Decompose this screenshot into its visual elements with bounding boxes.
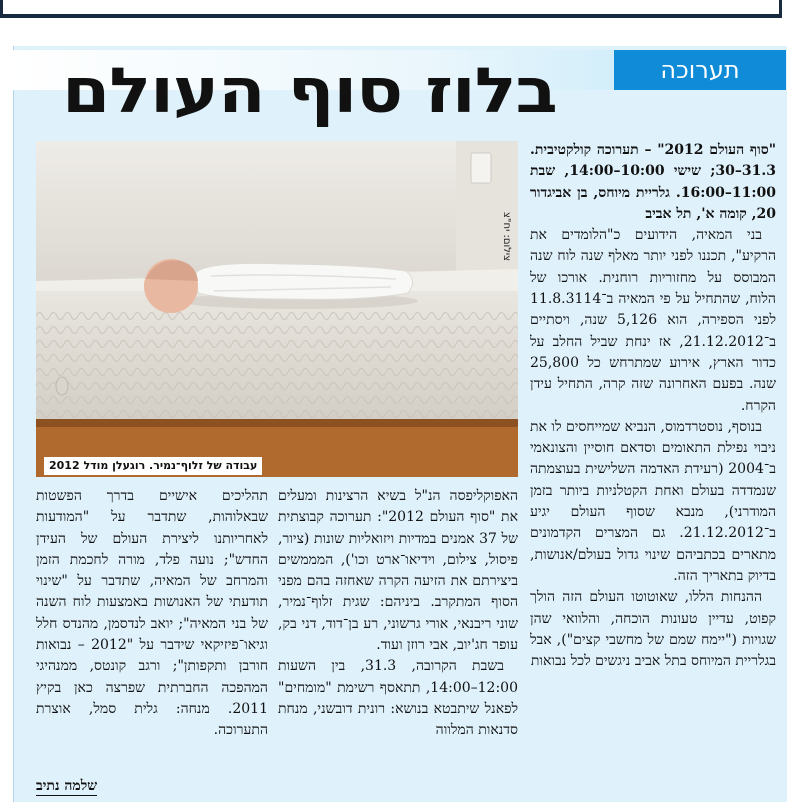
article-headline: בלוז סוף העולם (62, 54, 557, 127)
photo-baby-on-mattress (36, 141, 518, 477)
paragraph: בנוסף, נוסטרדמוס, הנביא שמייחסים לו את ניבוי נפילת התאומים וסדאם חוסיין והצונאמי ב־2004 (רעידת האדמה השלישית בעוצמתה שנמדדה בעולם ואחת הקטלניות ביותר בזמן המודרני), מנבא שסוף העולם יגיע ב־21.12.2012. גם המצרים הקדמונים מתארים בכתביהם שינוי גדול בעולם/אנושות, בדיוק בתאריך הזה. (530, 418, 776, 584)
exhibition-info: "סוף העולם 2012" – תערוכה קולקטיבית. 31.3–30; שישי 10:00–14:00, שבת 11:00–16:00. גלריית מיוחס, בן אביגדור 20, קומה א', תל אביב (530, 142, 776, 222)
paragraph: ההנחות הללו, שאוטוטו העולם הזה הולך קפוט, עדיין טעונות הוכחה, והלוואי שהן שגויות ("יימח שמם של מחשבי קצים"), אבל בגלריית המיוחס בתל אביב ניגשים לכל נבואות (530, 589, 776, 670)
photo-caption: עבודה של זלוף־נמיר. רוגעלן מודל 2012 (44, 457, 262, 475)
paragraph: האפוקליפסה הנ"ל בשיא הרצינות ומעלים את "סוף העולם 2012": תערוכה קבוצתית של 37 אמנים במדיות ויזואליות שונות (ציור, פיסול, צילום, וידיאו־ארט וכו'), המממשים ביצירתם את הזיעה הקרה שאחזה בהם מפני הסוף המתקרב. ביניהם: שגית זלוף־נמיר, שוני ריבנאי, אורי גרשוני, רע בן־דוד, דני בק, עופר חג'יוב, אבי רוזן ועוד. (278, 488, 518, 654)
section-tag: תערוכה (614, 50, 786, 90)
paragraph: תהליכים אישיים בדרך הפשטות שבאלוהות, שתדבר על "המודעות לאחריותנו ליצירת העולם של העידן החדש"; נועה פלד, מורה לחכמת הזמן והמרחב של המאיה, שתדבר על "שינוי תודעתי של האנושות באמצעות לוח השנה של בני המאיה"; יואב לנדסמן, מהנדס חלל וגיאו־פיזיקאי שידבר על "2012 – נבואות חורבן ותקפותן"; ורגב קונטס, ממנהיגי המהפכה החברתית שפרצה כאן בקיץ 2011. מנחה: גלית סמל, אוצרת התערוכה. (36, 488, 268, 739)
article-column-left (36, 486, 268, 802)
author-byline: שלמה נתיב (36, 778, 98, 794)
photo-credit: צילום: יח"צ (501, 211, 512, 261)
article-column-middle (278, 486, 518, 802)
article-photo (36, 141, 518, 477)
page-top-frame (0, 0, 782, 18)
paragraph: בשבת הקרובה, 31.3, בין השעות 12:00–14:00, תתאסף רשימת "מומחים" לפאנל שיתבטא בנושא: רונית דובשני, מנחת סדנאות המלווה (278, 658, 518, 739)
article-column-right (530, 140, 776, 800)
paragraph: בני המאיה, הידועים כ"הלומדים את הרקיע", תכננו לפני יותר מאלף שנה לוח שנה המבוסס על מחזוריות רוחנית. אורכו של הלוח, שהתחיל על פי המאיה ב־11.8.3114 לפני הספירה, הוא 5,126 שנה, ויסתיים ב־21.12.2012, אז ינחת שביל החלב על כדור הארץ, אירוע שמתרחש כל 25,800 שנה. בפעם האחרונה שזה קרה, התחיל עידן הקרח. (530, 227, 776, 414)
